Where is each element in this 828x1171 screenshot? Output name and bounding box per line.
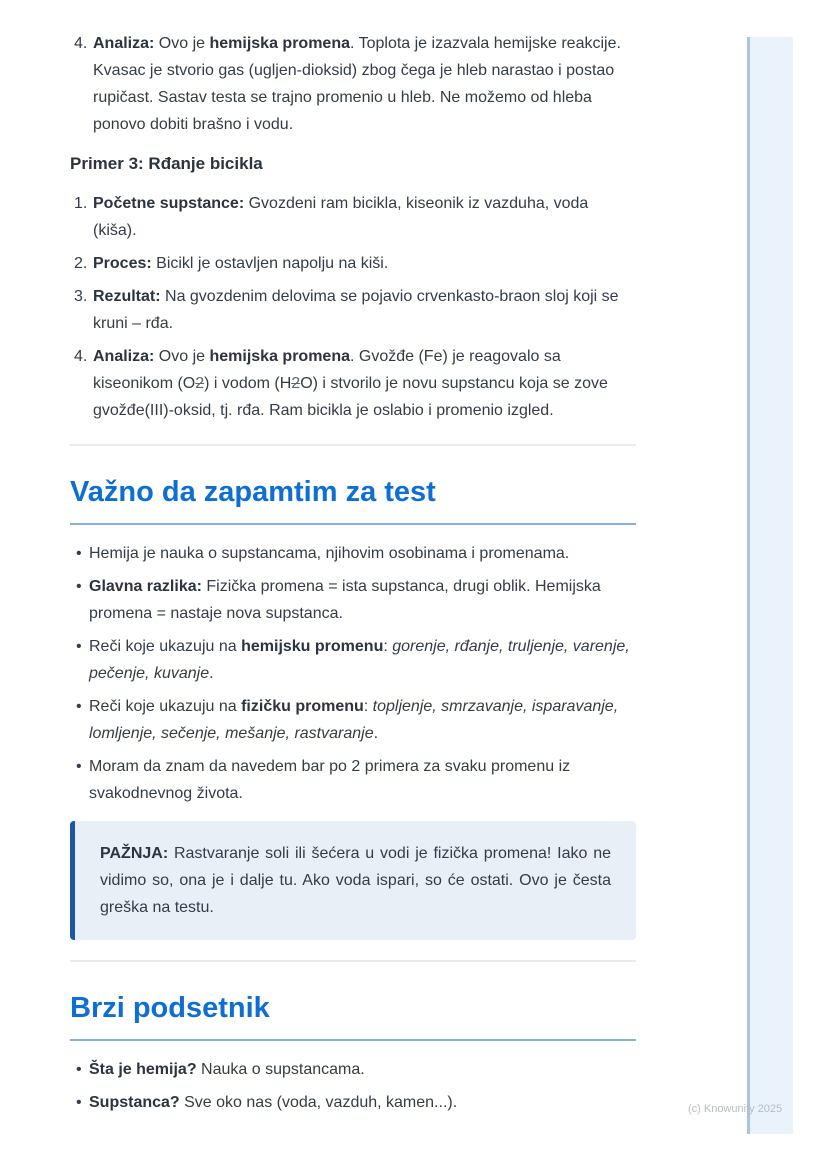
list-item-text: • Reči koje ukazuju na hemijsku promenu: gorenje, rđanje, truljenje, varenje, pečenje, kuvanje. [89,638,630,682]
list-item [70,283,636,337]
important-section-heading: Važno da zapamtim za test [70,474,636,525]
list-item-text: • Šta je hemija? Nauka o supstancama. [89,1061,365,1078]
list-item [70,633,636,687]
list-item-text: Početne supstance: Gvozdeni ram bicikla, kiseonik iz vazduha, voda (kiša). [93,195,589,239]
scrollbar-thumb[interactable] [747,37,793,1134]
list-item-text: Analiza: Ovo je hemijska promena. Toplota je izazvala hemijske reakcije. Kvasac je stvorio gas (ugljen-dioksid) zbog čega je hleb narastao i postao rupičast. Sastav testa se trajno promenio u hleb. Ne možemo od hleba ponovo dobiti brašno i vodu. [93,35,621,133]
list-marker: 4. [74,348,88,365]
quick-section-heading: Brzi podsetnik [70,990,636,1041]
example3-heading: Primer 3: Rđanje bicikla [70,154,263,173]
watermark: (c) Knowunity 2025 [688,1103,783,1115]
list-item-text: Analiza: Ovo je hemijska promena. Gvožđe (Fe) je reagovalo sa kiseonikom (O2) i vodom (H2O) i stvorilo je novu supstancu koja se zove gvožđe(III)-oksid, tj. rđa. Ram bicikla je oslabio i promenio izgled. [93,348,608,419]
list-marker: 1. [74,195,88,212]
list-marker: 4. [74,35,88,52]
example3-list [70,190,636,424]
list-item [70,753,636,807]
list-item-text: • Glavna razlika: Fizička promena = ista supstanca, drugi oblik. Hemijska promena = nastaje nova supstanca. [89,578,601,622]
list-item [70,250,636,277]
list-item-text: • Hemija je nauka o supstancama, njihovim osobinama i promenama. [89,545,570,562]
list-item [70,693,636,747]
list-item-text: • Supstanca? Sve oko nas (voda, vazduh, kamen...). [89,1094,458,1111]
quick-list [70,1056,636,1116]
list-item [70,1056,636,1083]
list-item [70,1089,636,1116]
bread-analysis-list [70,30,636,138]
list-item-text: • Moram da znam da navedem bar po 2 primera za svaku promenu iz svakodnevnog života. [89,758,571,802]
list-marker: 3. [74,288,88,305]
attention-callout [70,821,636,940]
list-item [70,190,636,244]
callout-text: PAŽNJA: Rastvaranje soli ili šećera u vodi je fizička promena! Iako ne vidimo so, ona je i dalje tu. Ako voda ispari, so će ostati. Ovo je česta greška na testu. [100,845,611,916]
list-item-text: Rezultat: Na gvozdenim delovima se pojavio crvenkasto-braon sloj koji se kruni – rđa. [93,288,619,332]
section-divider [70,444,636,446]
document-content [70,0,636,1122]
list-item [70,573,636,627]
important-list [70,540,636,807]
list-item-text: Proces: Bicikl je ostavljen napolju na kiši. [93,255,389,272]
list-item [70,540,636,567]
list-item-text: • Reči koje ukazuju na fizičku promenu: topljenje, smrzavanje, isparavanje, lomljenje, sečenje, mešanje, rastvaranje. [89,698,619,742]
section-divider [70,960,636,962]
list-item [70,30,636,138]
list-item [70,343,636,424]
list-marker: 2. [74,255,88,272]
